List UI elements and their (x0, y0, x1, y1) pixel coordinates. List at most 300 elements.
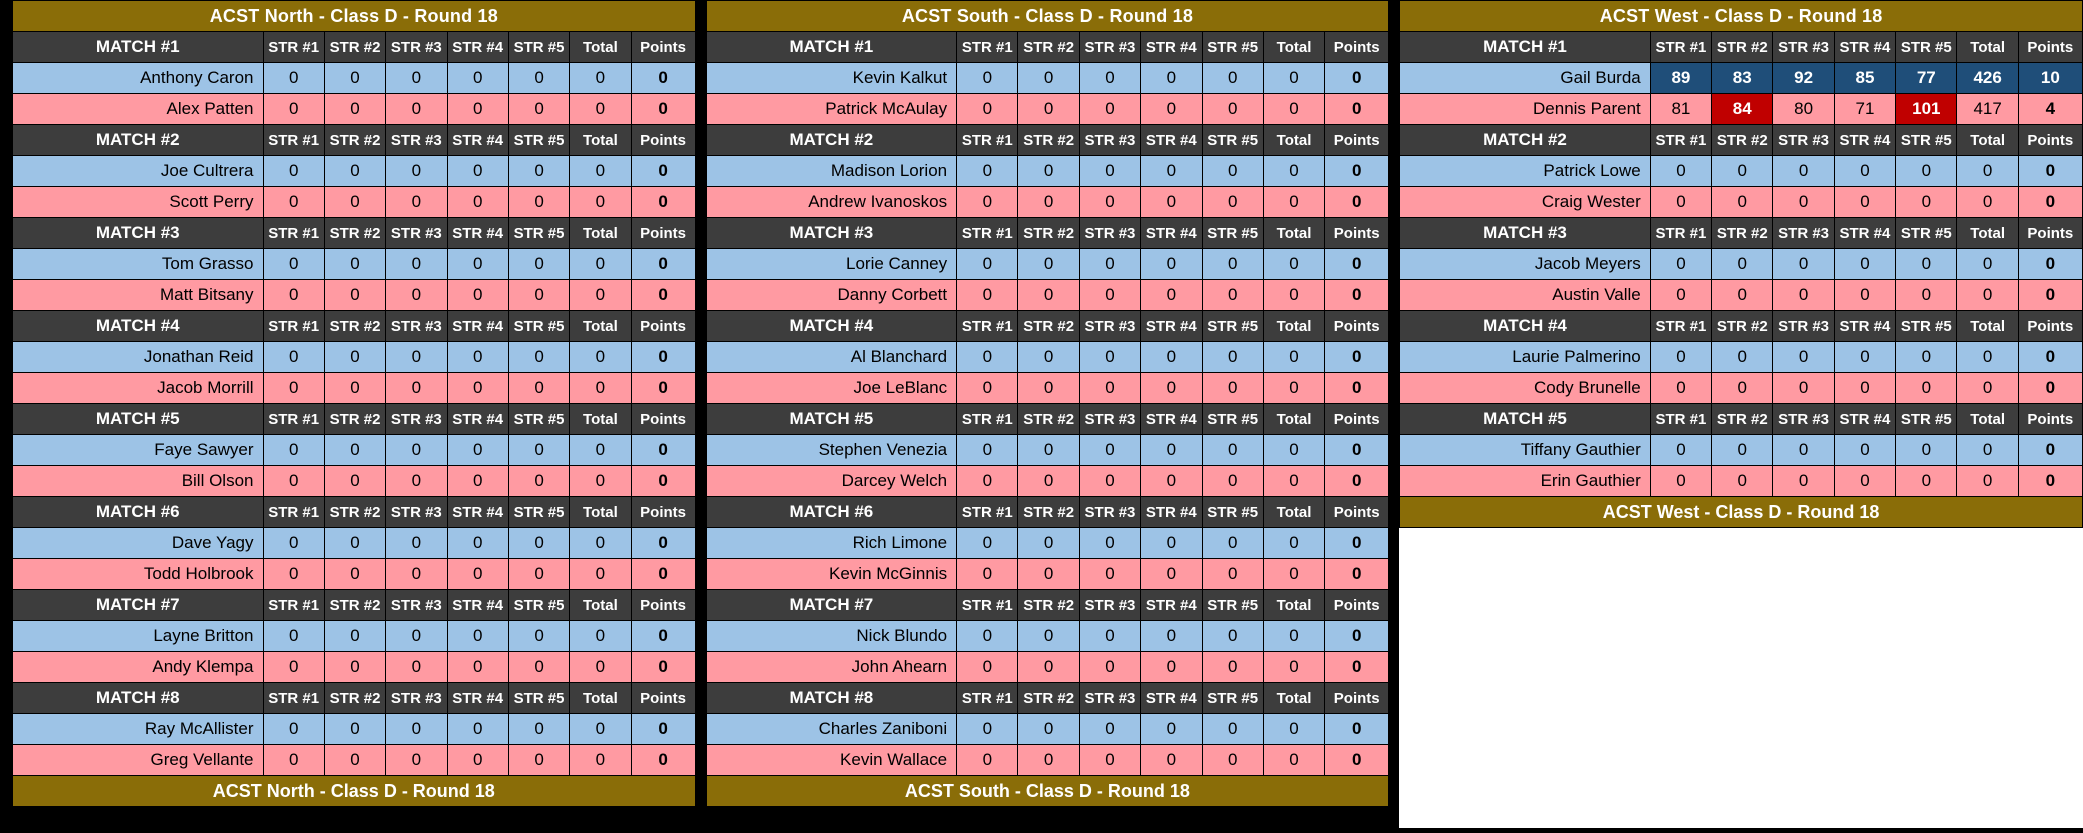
score-cell[interactable]: 0 (386, 94, 447, 125)
string-column-header: STR #1 (263, 404, 324, 435)
match-label: MATCH #2 (706, 125, 957, 156)
score-cell[interactable]: 0 (263, 621, 324, 652)
points-cell: 0 (631, 466, 695, 497)
score-cell[interactable]: 0 (447, 280, 508, 311)
score-cell[interactable]: 0 (508, 342, 569, 373)
string-column-header: STR #5 (1202, 125, 1263, 156)
score-cell[interactable]: 92 (1773, 63, 1834, 94)
score-cell[interactable]: 0 (1650, 373, 1711, 404)
total-cell: 0 (1957, 156, 2018, 187)
score-cell[interactable]: 0 (1079, 280, 1140, 311)
points-cell: 0 (631, 280, 695, 311)
table-row (706, 559, 1389, 590)
player-name: Madison Lorion (706, 156, 957, 187)
score-cell[interactable]: 0 (1079, 621, 1140, 652)
score-cell[interactable]: 85 (1834, 63, 1895, 94)
score-cell[interactable]: 0 (1712, 280, 1773, 311)
score-cell[interactable]: 0 (263, 280, 324, 311)
score-cell[interactable]: 0 (1896, 249, 1957, 280)
score-cell[interactable]: 0 (324, 342, 385, 373)
score-cell[interactable]: 0 (1712, 156, 1773, 187)
string-column-header: STR #2 (1018, 404, 1079, 435)
score-cell[interactable]: 0 (1079, 652, 1140, 683)
score-cell[interactable]: 0 (1079, 249, 1140, 280)
string-column-header: STR #1 (957, 404, 1018, 435)
match-header-row (1400, 218, 2083, 249)
score-cell[interactable]: 0 (1773, 466, 1834, 497)
score-cell[interactable]: 0 (1773, 249, 1834, 280)
string-column-header: STR #3 (1079, 404, 1140, 435)
score-cell[interactable]: 0 (957, 342, 1018, 373)
score-cell[interactable]: 0 (1018, 528, 1079, 559)
score-cell[interactable]: 0 (1834, 435, 1895, 466)
score-cell[interactable]: 0 (957, 528, 1018, 559)
points-column-header: Points (631, 218, 695, 249)
table-row (706, 528, 1389, 559)
score-cell[interactable]: 0 (386, 714, 447, 745)
score-cell[interactable]: 0 (957, 745, 1018, 776)
score-cell[interactable]: 0 (1896, 373, 1957, 404)
table-row (13, 745, 696, 776)
score-cell[interactable]: 0 (263, 435, 324, 466)
match-header-row (1400, 125, 2083, 156)
score-cell[interactable]: 0 (508, 652, 569, 683)
score-cell[interactable]: 0 (508, 156, 569, 187)
total-column-header: Total (1263, 32, 1324, 63)
score-cell[interactable]: 0 (957, 373, 1018, 404)
score-cell[interactable]: 0 (324, 559, 385, 590)
score-cell[interactable]: 0 (386, 249, 447, 280)
score-cell[interactable]: 0 (508, 559, 569, 590)
score-cell[interactable]: 0 (447, 249, 508, 280)
score-cell[interactable]: 0 (1141, 652, 1202, 683)
score-cell[interactable]: 0 (1773, 435, 1834, 466)
score-cell[interactable]: 0 (386, 187, 447, 218)
string-column-header: STR #2 (1712, 218, 1773, 249)
score-cell[interactable]: 0 (324, 435, 385, 466)
score-cell[interactable]: 0 (508, 435, 569, 466)
score-cell[interactable]: 0 (1079, 63, 1140, 94)
score-cell[interactable]: 0 (324, 652, 385, 683)
score-cell[interactable]: 84 (1712, 94, 1773, 125)
score-cell[interactable]: 0 (324, 156, 385, 187)
score-cell[interactable]: 0 (324, 621, 385, 652)
score-cell[interactable]: 0 (957, 63, 1018, 94)
score-cell[interactable]: 0 (386, 435, 447, 466)
match-label: MATCH #5 (1400, 404, 1651, 435)
string-column-header: STR #4 (447, 404, 508, 435)
panel-footer: ACST South - Class D - Round 18 (706, 776, 1389, 807)
points-cell: 0 (1325, 373, 1389, 404)
string-column-header: STR #2 (1712, 404, 1773, 435)
table-row (706, 342, 1389, 373)
score-cell[interactable]: 89 (1650, 63, 1711, 94)
table-row (13, 63, 696, 94)
score-cell[interactable]: 0 (1712, 187, 1773, 218)
score-cell[interactable]: 0 (1141, 559, 1202, 590)
string-column-header: STR #2 (1018, 125, 1079, 156)
score-cell[interactable]: 0 (1712, 466, 1773, 497)
score-cell[interactable]: 0 (263, 652, 324, 683)
score-cell[interactable]: 0 (263, 373, 324, 404)
score-cell[interactable]: 0 (1650, 187, 1711, 218)
score-cell[interactable]: 0 (957, 156, 1018, 187)
score-cell[interactable]: 0 (1896, 187, 1957, 218)
score-cell[interactable]: 0 (957, 714, 1018, 745)
score-cell[interactable]: 0 (1834, 342, 1895, 373)
match-label: MATCH #1 (706, 32, 957, 63)
score-cell[interactable]: 0 (447, 342, 508, 373)
score-cell[interactable]: 0 (1079, 187, 1140, 218)
table-row (1400, 94, 2083, 125)
points-column-header: Points (1325, 32, 1389, 63)
score-cell[interactable]: 0 (1018, 342, 1079, 373)
score-cell[interactable]: 0 (1202, 435, 1263, 466)
total-cell: 0 (1263, 466, 1324, 497)
string-column-header: STR #5 (508, 32, 569, 63)
score-cell[interactable]: 0 (263, 528, 324, 559)
score-cell[interactable]: 0 (447, 652, 508, 683)
score-cell[interactable]: 0 (1896, 435, 1957, 466)
score-cell[interactable]: 0 (957, 94, 1018, 125)
score-cell[interactable]: 0 (957, 187, 1018, 218)
score-cell[interactable]: 0 (1141, 466, 1202, 497)
score-cell[interactable]: 0 (508, 528, 569, 559)
score-cell[interactable]: 0 (508, 621, 569, 652)
score-cell[interactable]: 0 (447, 621, 508, 652)
score-cell[interactable]: 0 (386, 559, 447, 590)
score-cell[interactable]: 83 (1712, 63, 1773, 94)
score-cell[interactable]: 0 (263, 745, 324, 776)
score-cell[interactable]: 0 (1018, 63, 1079, 94)
score-cell[interactable]: 0 (1834, 280, 1895, 311)
score-cell[interactable]: 0 (1202, 249, 1263, 280)
score-cell[interactable]: 0 (1773, 280, 1834, 311)
table-row (13, 94, 696, 125)
score-cell[interactable]: 0 (508, 63, 569, 94)
score-cell[interactable]: 0 (1650, 280, 1711, 311)
total-cell: 0 (570, 745, 631, 776)
total-cell: 0 (570, 559, 631, 590)
score-cell[interactable]: 0 (1018, 652, 1079, 683)
score-cell[interactable]: 0 (1141, 714, 1202, 745)
score-cell[interactable]: 0 (957, 435, 1018, 466)
points-cell: 0 (631, 187, 695, 218)
score-cell[interactable]: 71 (1834, 94, 1895, 125)
score-cell[interactable]: 0 (263, 156, 324, 187)
match-label: MATCH #4 (706, 311, 957, 342)
score-cell[interactable]: 0 (1896, 156, 1957, 187)
score-cell[interactable]: 0 (1712, 435, 1773, 466)
score-cell[interactable]: 0 (263, 714, 324, 745)
string-column-header: STR #3 (1079, 218, 1140, 249)
player-name: John Ahearn (706, 652, 957, 683)
match-header-row (13, 218, 696, 249)
score-cell[interactable]: 0 (1141, 94, 1202, 125)
score-cell[interactable]: 0 (1202, 342, 1263, 373)
score-cell[interactable]: 0 (447, 94, 508, 125)
score-cell[interactable]: 0 (1712, 373, 1773, 404)
score-cell[interactable]: 0 (1650, 466, 1711, 497)
score-cell[interactable]: 0 (1079, 342, 1140, 373)
score-cell[interactable]: 81 (1650, 94, 1711, 125)
score-cell[interactable]: 0 (386, 621, 447, 652)
score-cell[interactable]: 0 (324, 187, 385, 218)
total-cell: 0 (570, 528, 631, 559)
score-cell[interactable]: 0 (1018, 559, 1079, 590)
points-column-header: Points (631, 404, 695, 435)
match-label: MATCH #2 (13, 125, 264, 156)
score-cell[interactable]: 0 (1141, 156, 1202, 187)
string-column-header: STR #1 (1650, 125, 1711, 156)
total-column-header: Total (570, 404, 631, 435)
total-cell: 0 (1957, 435, 2018, 466)
score-cell[interactable]: 0 (1202, 652, 1263, 683)
points-cell: 0 (631, 373, 695, 404)
string-column-header: STR #3 (1079, 590, 1140, 621)
score-cell[interactable]: 0 (1202, 714, 1263, 745)
score-cell[interactable]: 0 (957, 280, 1018, 311)
score-cell[interactable]: 0 (447, 745, 508, 776)
score-cell[interactable]: 0 (1141, 249, 1202, 280)
score-cell[interactable]: 0 (447, 435, 508, 466)
points-cell: 0 (1325, 559, 1389, 590)
score-cell[interactable]: 0 (386, 745, 447, 776)
score-cell[interactable]: 0 (1079, 466, 1140, 497)
string-column-header: STR #4 (447, 125, 508, 156)
match-header-row (706, 218, 1389, 249)
points-column-header: Points (1325, 404, 1389, 435)
string-column-header: STR #4 (447, 311, 508, 342)
score-cell[interactable]: 0 (386, 280, 447, 311)
score-cell[interactable]: 0 (447, 373, 508, 404)
score-cell[interactable]: 0 (1773, 187, 1834, 218)
points-cell: 0 (631, 714, 695, 745)
player-name: Kevin Kalkut (706, 63, 957, 94)
score-cell[interactable]: 0 (1018, 373, 1079, 404)
score-cell[interactable]: 0 (1834, 373, 1895, 404)
score-cell[interactable]: 77 (1896, 63, 1957, 94)
score-cell[interactable]: 0 (447, 528, 508, 559)
score-cell[interactable]: 0 (1018, 187, 1079, 218)
score-cell[interactable]: 0 (1896, 342, 1957, 373)
match-header-row (706, 683, 1389, 714)
score-cell[interactable]: 0 (324, 466, 385, 497)
score-cell[interactable]: 0 (447, 559, 508, 590)
points-cell: 0 (2018, 249, 2082, 280)
player-name: Kevin McGinnis (706, 559, 957, 590)
score-cell[interactable]: 0 (1202, 745, 1263, 776)
score-cell[interactable]: 0 (957, 652, 1018, 683)
score-cell[interactable]: 0 (263, 466, 324, 497)
score-cell[interactable]: 0 (1141, 280, 1202, 311)
score-cell[interactable]: 0 (447, 714, 508, 745)
points-cell: 0 (1325, 63, 1389, 94)
score-cell[interactable]: 0 (1079, 94, 1140, 125)
score-cell[interactable]: 0 (263, 342, 324, 373)
score-cell[interactable]: 0 (1079, 373, 1140, 404)
score-cell[interactable]: 0 (1079, 156, 1140, 187)
score-cell[interactable]: 0 (1018, 94, 1079, 125)
string-column-header: STR #5 (1202, 32, 1263, 63)
score-cell[interactable]: 0 (1141, 187, 1202, 218)
string-column-header: STR #1 (263, 311, 324, 342)
score-cell[interactable]: 0 (447, 187, 508, 218)
score-cell[interactable]: 0 (957, 621, 1018, 652)
score-cell[interactable]: 0 (324, 714, 385, 745)
score-cell[interactable]: 0 (1079, 435, 1140, 466)
score-cell[interactable]: 0 (1896, 280, 1957, 311)
score-cell[interactable]: 0 (957, 466, 1018, 497)
string-column-header: STR #5 (508, 404, 569, 435)
score-cell[interactable]: 0 (1018, 249, 1079, 280)
string-column-header: STR #2 (324, 311, 385, 342)
score-cell[interactable]: 0 (263, 63, 324, 94)
score-cell[interactable]: 0 (1141, 745, 1202, 776)
player-name: Gail Burda (1400, 63, 1651, 94)
player-name: Nick Blundo (706, 621, 957, 652)
score-cell[interactable]: 0 (957, 249, 1018, 280)
score-cell[interactable]: 0 (324, 94, 385, 125)
score-cell[interactable]: 0 (1141, 373, 1202, 404)
score-cell[interactable]: 0 (324, 373, 385, 404)
panel-title: ACST West - Class D - Round 18 (1400, 1, 2083, 32)
score-cell[interactable]: 0 (1141, 435, 1202, 466)
score-cell[interactable]: 0 (508, 466, 569, 497)
score-cell[interactable]: 0 (1202, 187, 1263, 218)
score-cell[interactable]: 0 (508, 714, 569, 745)
score-cell[interactable]: 0 (1202, 528, 1263, 559)
player-name: Joe Cultrera (13, 156, 264, 187)
score-cell[interactable]: 0 (324, 63, 385, 94)
score-cell[interactable]: 0 (1141, 621, 1202, 652)
score-cell[interactable]: 0 (1141, 528, 1202, 559)
score-cell[interactable]: 0 (1712, 342, 1773, 373)
total-cell: 0 (570, 156, 631, 187)
score-cell[interactable]: 0 (447, 466, 508, 497)
score-cell[interactable]: 0 (1079, 714, 1140, 745)
score-cell[interactable]: 0 (1018, 435, 1079, 466)
match-label: MATCH #3 (706, 218, 957, 249)
score-cell[interactable]: 0 (1202, 466, 1263, 497)
string-column-header: STR #4 (1834, 218, 1895, 249)
score-cell[interactable]: 0 (1079, 528, 1140, 559)
points-cell: 0 (631, 652, 695, 683)
score-cell[interactable]: 0 (1202, 156, 1263, 187)
score-cell[interactable]: 0 (1834, 187, 1895, 218)
score-cell[interactable]: 0 (324, 280, 385, 311)
score-cell[interactable]: 101 (1896, 94, 1957, 125)
string-column-header: STR #5 (1896, 32, 1957, 63)
score-cell[interactable]: 0 (386, 528, 447, 559)
table-row (706, 156, 1389, 187)
score-cell[interactable]: 0 (1202, 373, 1263, 404)
score-cell[interactable]: 0 (386, 652, 447, 683)
score-cell[interactable]: 0 (386, 156, 447, 187)
score-cell[interactable]: 0 (386, 63, 447, 94)
score-cell[interactable]: 0 (324, 528, 385, 559)
score-cell[interactable]: 80 (1773, 94, 1834, 125)
score-cell[interactable]: 0 (1018, 466, 1079, 497)
score-cell[interactable]: 0 (1834, 156, 1895, 187)
score-cell[interactable]: 0 (1834, 249, 1895, 280)
score-cell[interactable]: 0 (508, 373, 569, 404)
total-cell: 0 (1263, 249, 1324, 280)
score-cell[interactable]: 0 (1773, 373, 1834, 404)
score-cell[interactable]: 0 (1202, 94, 1263, 125)
string-column-header: STR #3 (386, 218, 447, 249)
score-cell[interactable]: 0 (324, 745, 385, 776)
score-cell[interactable]: 0 (263, 559, 324, 590)
score-cell[interactable]: 0 (386, 373, 447, 404)
score-cell[interactable]: 0 (386, 466, 447, 497)
score-cell[interactable]: 0 (1079, 745, 1140, 776)
score-cell[interactable]: 0 (324, 249, 385, 280)
score-cell[interactable]: 0 (386, 342, 447, 373)
score-cell[interactable]: 0 (1079, 559, 1140, 590)
player-name: Scott Perry (13, 187, 264, 218)
score-cell[interactable]: 0 (1018, 745, 1079, 776)
score-cell[interactable]: 0 (447, 63, 508, 94)
score-cell[interactable]: 0 (1018, 280, 1079, 311)
string-column-header: STR #4 (1141, 32, 1202, 63)
score-cell[interactable]: 0 (508, 745, 569, 776)
score-cell[interactable]: 0 (508, 280, 569, 311)
score-cell[interactable]: 0 (1650, 342, 1711, 373)
score-cell[interactable]: 0 (1202, 63, 1263, 94)
score-cell[interactable]: 0 (1773, 342, 1834, 373)
score-cell[interactable]: 0 (1202, 280, 1263, 311)
score-cell[interactable]: 0 (1018, 714, 1079, 745)
score-cell[interactable]: 0 (508, 94, 569, 125)
score-cell[interactable]: 0 (1202, 559, 1263, 590)
score-cell[interactable]: 0 (263, 94, 324, 125)
score-cell[interactable]: 0 (263, 249, 324, 280)
total-column-header: Total (1263, 218, 1324, 249)
player-name: Todd Holbrook (13, 559, 264, 590)
score-cell[interactable]: 0 (1773, 156, 1834, 187)
table-row (706, 94, 1389, 125)
score-cell[interactable]: 0 (1018, 621, 1079, 652)
player-name: Ray McAllister (13, 714, 264, 745)
score-cell[interactable]: 0 (508, 249, 569, 280)
string-column-header: STR #4 (447, 590, 508, 621)
table-row (706, 435, 1389, 466)
score-cell[interactable]: 0 (1650, 435, 1711, 466)
score-cell[interactable]: 0 (1896, 466, 1957, 497)
string-column-header: STR #2 (324, 404, 385, 435)
score-cell[interactable]: 0 (957, 559, 1018, 590)
score-cell[interactable]: 0 (263, 187, 324, 218)
score-cell[interactable]: 0 (1141, 342, 1202, 373)
string-column-header: STR #1 (1650, 404, 1711, 435)
string-column-header: STR #3 (1079, 125, 1140, 156)
score-cell[interactable]: 0 (1202, 621, 1263, 652)
score-cell[interactable]: 0 (1650, 249, 1711, 280)
score-cell[interactable]: 0 (1834, 466, 1895, 497)
score-cell[interactable]: 0 (1018, 156, 1079, 187)
total-cell: 0 (1263, 156, 1324, 187)
total-column-header: Total (1263, 497, 1324, 528)
total-cell: 0 (570, 373, 631, 404)
string-column-header: STR #5 (1202, 683, 1263, 714)
score-cell[interactable]: 0 (1650, 156, 1711, 187)
score-cell[interactable]: 0 (508, 187, 569, 218)
score-cell[interactable]: 0 (1712, 249, 1773, 280)
score-cell[interactable]: 0 (1141, 63, 1202, 94)
score-cell[interactable]: 0 (447, 156, 508, 187)
total-column-header: Total (1263, 590, 1324, 621)
